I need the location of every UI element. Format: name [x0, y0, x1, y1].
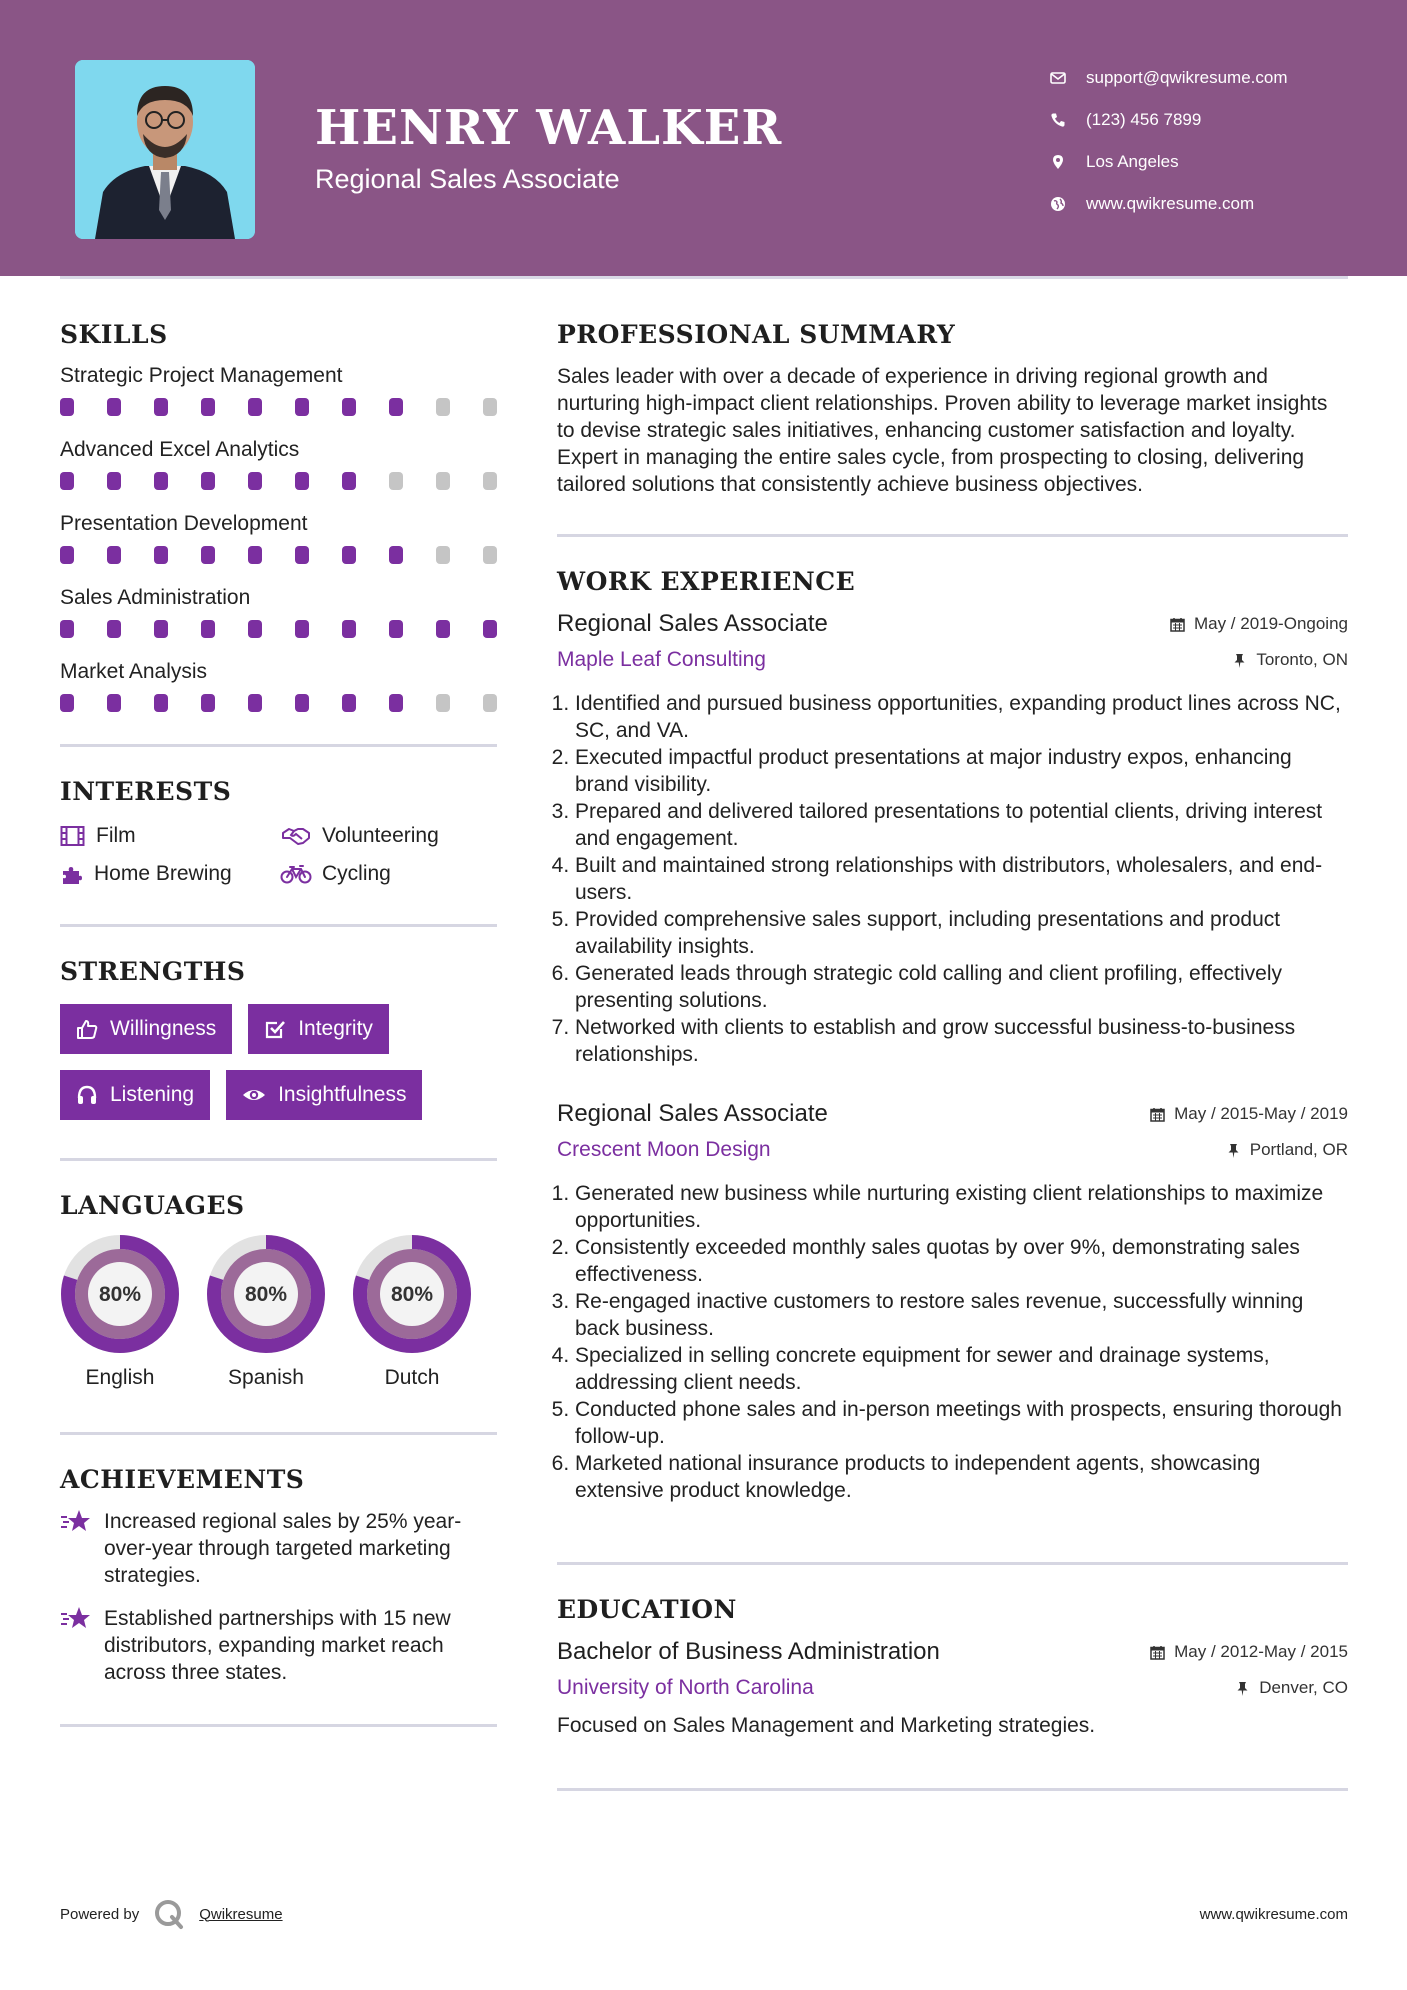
skill-dot-filled	[60, 546, 74, 564]
skills-list	[60, 360, 497, 730]
degree-title: Bachelor of Business Administration	[557, 1638, 940, 1665]
summary-heading: PROFESSIONAL SUMMARY	[557, 320, 956, 349]
education-date	[1150, 1642, 1348, 1662]
calendar-icon	[1150, 1107, 1165, 1122]
education-date-text: May / 2012-May / 2015	[1174, 1642, 1348, 1661]
skill-dot-filled	[201, 546, 215, 564]
skill-dot-filled	[107, 620, 121, 638]
education-heading: EDUCATION	[557, 1595, 737, 1624]
skill-dot-filled	[295, 620, 309, 638]
skill-item	[60, 582, 497, 656]
skill-dot-filled	[201, 398, 215, 416]
contact-phone-text: (123) 456 7899	[1086, 110, 1202, 129]
skill-dot-empty	[483, 472, 497, 490]
skill-dot-filled	[60, 620, 74, 638]
puzzle-icon	[60, 863, 84, 885]
job-location	[1232, 650, 1348, 670]
skill-dot-filled	[154, 620, 168, 638]
experience-section	[557, 567, 1348, 1504]
language-item	[352, 1234, 472, 1390]
summary-text: Sales leader with over a decade of experience in driving regional growth and nurturing high-impact client relationships. Proven ability to leverage market insights to devise strategic sales initiatives, enhancing customer satisfaction and loyalty. Expert in managing the entire sales cycle, from prospecting to closing, delivering tailored solutions that consistently achieve business objectives.	[557, 365, 1328, 496]
section-divider	[60, 744, 497, 747]
person-portrait-icon	[75, 60, 255, 239]
strengths-list	[60, 1004, 497, 1120]
skill-dot-filled	[154, 694, 168, 712]
phone-icon	[1050, 112, 1086, 128]
skill-dot-filled	[342, 472, 356, 490]
skill-rating	[60, 392, 497, 434]
strengths-heading: STRENGTHS	[60, 957, 246, 986]
job-bullet: 4. Built and maintained strong relationships with distributors, wholesalers, and end-users.	[575, 852, 1348, 906]
bicycle-icon	[280, 863, 312, 885]
interest-item	[280, 824, 500, 848]
skill-rating	[60, 540, 497, 582]
section-divider	[60, 1158, 497, 1161]
skill-dot-filled	[342, 398, 356, 416]
skill-dot-filled	[483, 620, 497, 638]
interests-list	[60, 824, 497, 886]
interest-label: Film	[96, 824, 136, 847]
languages-heading: LANGUAGES	[60, 1191, 245, 1220]
strengths-section	[60, 957, 497, 1120]
pushpin-icon	[1232, 653, 1247, 668]
skill-dot-filled	[60, 398, 74, 416]
skill-dot-filled	[154, 546, 168, 564]
job-bullet: 6. Marketed national insurance products to independent agents, showcasing extensive product knowledge.	[575, 1450, 1348, 1504]
qwikresume-logo-icon	[153, 1898, 185, 1930]
section-divider	[60, 1432, 497, 1435]
section-divider	[557, 1562, 1348, 1565]
skills-heading: SKILLS	[60, 320, 168, 349]
language-percent: 80%	[244, 1283, 288, 1306]
pushpin-icon	[1235, 1681, 1250, 1696]
globe-icon	[1050, 196, 1086, 212]
map-pin-icon	[1050, 154, 1086, 170]
achievements-heading: ACHIEVEMENTS	[60, 1465, 305, 1494]
right-column	[557, 320, 1348, 1791]
language-percent: 80%	[390, 1283, 434, 1306]
skill-name: Market Analysis	[60, 660, 208, 683]
interests-section	[60, 777, 497, 886]
skill-name: Strategic Project Management	[60, 364, 343, 387]
job-bullet: 3. Re-engaged inactive customers to restore sales revenue, successfully winning back business.	[575, 1288, 1348, 1342]
job-bullet: 5. Provided comprehensive sales support, including presentations and product availability insights.	[575, 906, 1348, 960]
skill-name: Advanced Excel Analytics	[60, 438, 300, 461]
skill-dot-filled	[295, 694, 309, 712]
job-bullet: 2. Consistently exceeded monthly sales quotas by over 9%, demonstrating sales effectiveness.	[575, 1234, 1348, 1288]
job-bullet: 2. Executed impactful product presentations at major industry expos, enhancing brand visibility.	[575, 744, 1348, 798]
contact-location	[1050, 141, 1380, 183]
section-divider	[557, 534, 1348, 537]
strength-chip	[60, 1004, 232, 1054]
eye-icon	[242, 1084, 266, 1106]
education-section	[557, 1595, 1348, 1738]
education-location-text: Denver, CO	[1259, 1678, 1348, 1697]
candidate-name: HENRY WALKER	[315, 100, 783, 156]
language-item	[206, 1234, 326, 1390]
education-location	[1235, 1678, 1348, 1698]
strength-chip	[226, 1070, 422, 1120]
language-ring	[206, 1234, 326, 1354]
thumbs-up-icon	[76, 1018, 98, 1040]
job-bullet: 3. Prepared and delivered tailored presentations to potential clients, driving interest and engagement.	[575, 798, 1348, 852]
strength-label: Listening	[110, 1083, 195, 1106]
skill-dot-filled	[389, 546, 403, 564]
skill-item	[60, 434, 497, 508]
contact-location-text: Los Angeles	[1086, 152, 1179, 171]
job-title: Regional Sales Associate	[557, 610, 828, 637]
skill-dot-filled	[248, 694, 262, 712]
skill-name: Sales Administration	[60, 586, 251, 609]
contact-email[interactable]	[1050, 57, 1380, 99]
skill-dot-filled	[201, 472, 215, 490]
skill-item	[60, 360, 497, 434]
job-location-text: Portland, OR	[1249, 1140, 1348, 1159]
skill-dot-filled	[60, 472, 74, 490]
company-name: Crescent Moon Design	[557, 1138, 771, 1161]
skill-rating	[60, 466, 497, 508]
skill-dot-filled	[248, 620, 262, 638]
skill-rating	[60, 688, 497, 730]
footer-powered-by	[60, 1898, 283, 1930]
job-bullet: 1. Identified and pursued business opportunities, expanding product lines across NC, SC, and VA.	[575, 690, 1348, 744]
achievement-item	[60, 1605, 497, 1686]
footer-website-link[interactable]: www.qwikresume.com	[1199, 1906, 1348, 1923]
handshake-icon	[280, 825, 312, 847]
interest-label: Home Brewing	[94, 862, 232, 885]
language-percent: 80%	[98, 1283, 142, 1306]
skill-dot-filled	[436, 620, 450, 638]
job-bullet: 6. Generated leads through strategic cold calling and client profiling, effectively presenting solutions.	[575, 960, 1348, 1014]
interest-label: Volunteering	[322, 824, 439, 847]
contact-email-text: support@qwikresume.com	[1086, 68, 1288, 87]
skill-dot-filled	[154, 472, 168, 490]
star-badge-icon	[60, 1605, 92, 1633]
skill-dot-empty	[436, 694, 450, 712]
skill-dot-filled	[201, 694, 215, 712]
skill-dot-empty	[436, 472, 450, 490]
skill-dot-filled	[107, 398, 121, 416]
job-entry	[557, 606, 1348, 1068]
company-name: Maple Leaf Consulting	[557, 648, 766, 671]
check-square-icon	[264, 1018, 286, 1040]
job-date	[1170, 614, 1348, 634]
skill-dot-empty	[483, 398, 497, 416]
interest-item	[60, 862, 280, 886]
achievements-section	[60, 1465, 497, 1686]
contact-website[interactable]	[1050, 183, 1380, 225]
skill-dot-filled	[342, 694, 356, 712]
language-name: Dutch	[384, 1366, 440, 1389]
languages-section	[60, 1191, 497, 1390]
skill-dot-filled	[248, 546, 262, 564]
skill-dot-empty	[483, 694, 497, 712]
skill-dot-filled	[295, 546, 309, 564]
section-divider	[60, 924, 497, 927]
job-date-text: May / 2019-Ongoing	[1193, 614, 1348, 633]
skill-dot-filled	[107, 694, 121, 712]
left-column	[60, 320, 497, 1727]
skill-item	[60, 656, 497, 730]
skill-dot-filled	[295, 398, 309, 416]
job-bullets	[557, 1180, 1348, 1504]
skill-dot-filled	[389, 620, 403, 638]
powered-by-text: Powered by	[60, 1905, 140, 1923]
envelope-icon	[1050, 70, 1086, 86]
candidate-title: Regional Sales Associate	[315, 164, 620, 194]
school-name: University of North Carolina	[557, 1676, 814, 1699]
skill-rating	[60, 614, 497, 656]
star-badge-icon	[60, 1508, 92, 1536]
job-location	[1226, 1140, 1348, 1160]
skill-dot-filled	[107, 546, 121, 564]
skill-dot-filled	[295, 472, 309, 490]
skills-section	[60, 320, 497, 730]
section-divider	[557, 1788, 1348, 1791]
strength-chip	[248, 1004, 389, 1054]
achievement-text: Established partnerships with 15 new distributors, expanding market reach across three states.	[104, 1607, 451, 1684]
contact-list	[1050, 57, 1380, 225]
skill-dot-empty	[483, 546, 497, 564]
strength-label: Integrity	[298, 1017, 373, 1040]
section-divider	[60, 1724, 497, 1727]
job-bullets	[557, 690, 1348, 1068]
contact-phone[interactable]	[1050, 99, 1380, 141]
interests-heading: INTERESTS	[60, 777, 232, 806]
skill-dot-filled	[342, 620, 356, 638]
skill-dot-empty	[436, 546, 450, 564]
qwikresume-link[interactable]: Qwikresume	[199, 1905, 283, 1923]
skill-dot-filled	[248, 398, 262, 416]
skill-dot-filled	[389, 398, 403, 416]
job-bullet: 5. Conducted phone sales and in-person meetings with prospects, ensuring thorough follow-up.	[575, 1396, 1348, 1450]
language-name: English	[85, 1366, 155, 1389]
interest-item	[60, 824, 280, 848]
contact-website-text: www.qwikresume.com	[1086, 194, 1255, 213]
interest-item	[280, 862, 500, 886]
skill-dot-filled	[107, 472, 121, 490]
header-divider	[60, 276, 1348, 279]
skill-dot-empty	[389, 472, 403, 490]
languages-list	[60, 1234, 497, 1390]
skill-dot-filled	[201, 620, 215, 638]
calendar-icon	[1170, 617, 1185, 632]
strength-label: Willingness	[110, 1017, 217, 1040]
summary-section	[557, 320, 1348, 498]
job-date-text: May / 2015-May / 2019	[1174, 1104, 1348, 1123]
skill-dot-filled	[154, 398, 168, 416]
skill-dot-filled	[342, 546, 356, 564]
skill-item	[60, 508, 497, 582]
film-icon	[60, 825, 86, 847]
resume-header	[0, 0, 1407, 276]
achievement-text: Increased regional sales by 25% year-over-year through targeted marketing strategies.	[104, 1510, 462, 1587]
experience-heading: WORK EXPERIENCE	[557, 567, 856, 596]
job-bullet: 4. Specialized in selling concrete equipment for sewer and drainage systems, addressing client needs.	[575, 1342, 1348, 1396]
language-ring	[352, 1234, 472, 1354]
job-location-text: Toronto, ON	[1256, 650, 1348, 669]
language-ring	[60, 1234, 180, 1354]
language-name: Spanish	[228, 1366, 304, 1389]
job-bullet: 1. Generated new business while nurturing existing client relationships to maximize opportunities.	[575, 1180, 1348, 1234]
achievement-item	[60, 1508, 497, 1589]
headphones-icon	[76, 1084, 98, 1106]
skill-dot-filled	[248, 472, 262, 490]
skill-dot-empty	[436, 398, 450, 416]
job-date	[1150, 1104, 1348, 1124]
job-entry	[557, 1096, 1348, 1504]
strength-chip	[60, 1070, 210, 1120]
strength-label: Insightfulness	[278, 1083, 407, 1106]
skill-name: Presentation Development	[60, 512, 308, 535]
pushpin-icon	[1226, 1143, 1241, 1158]
language-item	[60, 1234, 180, 1390]
profile-photo	[75, 60, 255, 239]
skill-dot-filled	[389, 694, 403, 712]
job-title: Regional Sales Associate	[557, 1100, 828, 1127]
calendar-icon	[1150, 1645, 1165, 1660]
education-description: Focused on Sales Management and Marketing strategies.	[557, 1714, 1096, 1737]
job-bullet: 7. Networked with clients to establish and grow successful business-to-business relationships.	[575, 1014, 1348, 1068]
skill-dot-filled	[60, 694, 74, 712]
interest-label: Cycling	[322, 862, 391, 885]
